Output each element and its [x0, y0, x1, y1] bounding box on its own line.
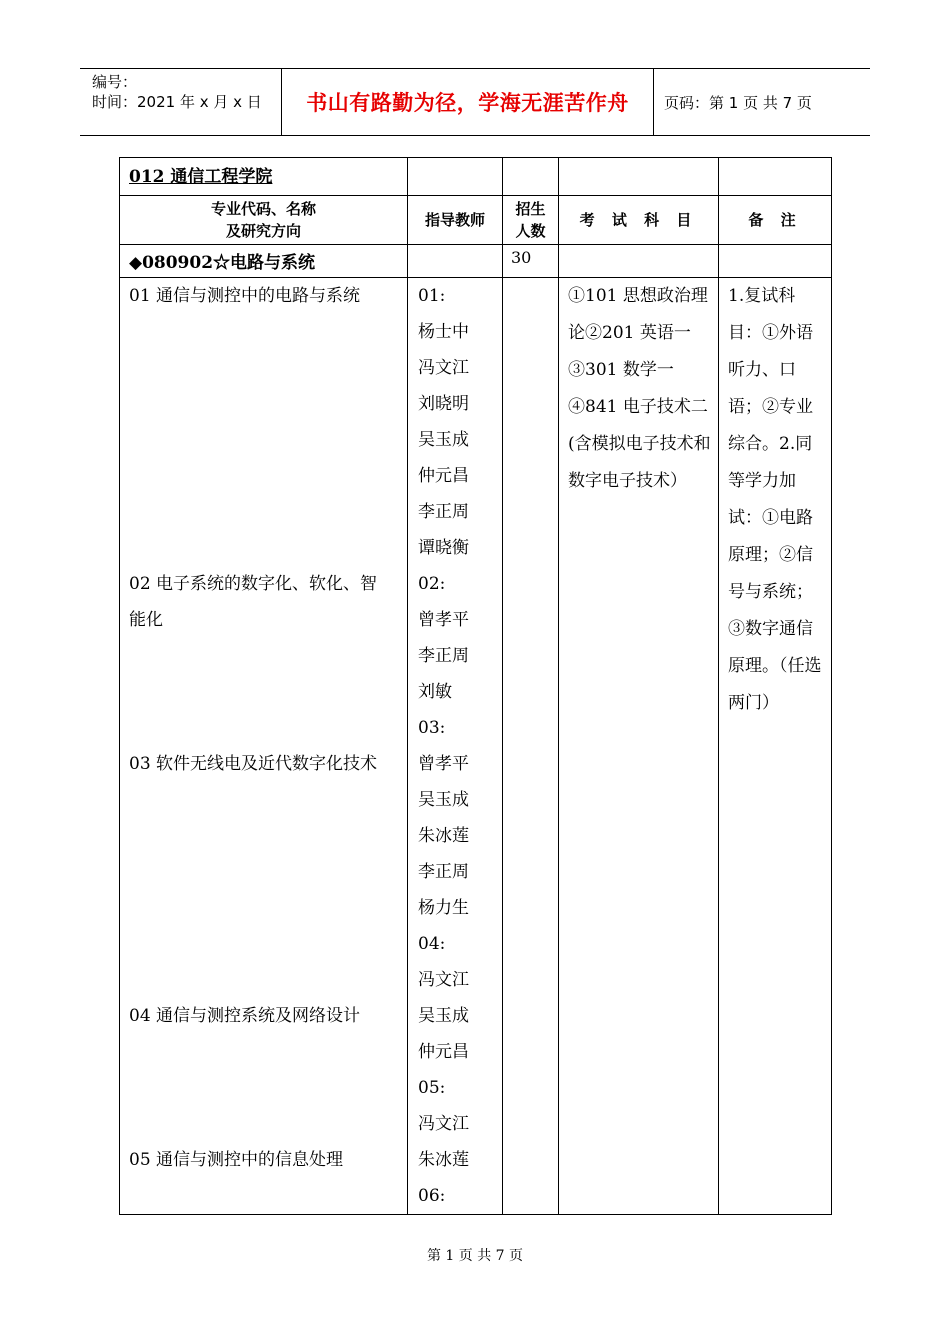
direction-item: 02 电子系统的数字化、软化、智能化: [129, 574, 378, 630]
quota-cell: [503, 278, 559, 1215]
advisor-item: 04:: [418, 934, 446, 954]
advisor-item: 朱冰莲: [418, 826, 469, 846]
advisor-item: 02:: [418, 574, 446, 594]
advisor-item: 仲元昌: [418, 466, 469, 486]
advisor-item: 01:: [418, 286, 446, 306]
advisor-item: 曾孝平: [418, 754, 469, 774]
advisor-item: 03:: [418, 718, 446, 738]
advisor-item: 李正周: [418, 862, 469, 882]
advisor-item: 冯文江: [418, 970, 469, 990]
col-header-quota: 招生 人数: [503, 196, 559, 245]
major-row: [120, 245, 832, 278]
page-footer: 第 1 页 共 7 页: [426, 1248, 524, 1264]
major-name: ◆080902☆电路与系统: [120, 245, 408, 278]
advisor-item: 吴玉成: [418, 790, 469, 810]
advisors-cell: [408, 278, 503, 1215]
advisor-item: 朱冰莲: [418, 1150, 469, 1170]
admissions-table: [119, 157, 832, 1215]
advisor-item: 冯文江: [418, 1114, 469, 1134]
time-label: 时间：2021 年 x 月 x 日: [92, 93, 262, 111]
col-header-notes: 备 注: [719, 196, 832, 245]
directions-cell: [120, 278, 408, 1215]
advisor-item: 曾孝平: [418, 610, 469, 630]
advisor-item: 谭晓衡: [418, 538, 469, 558]
advisor-item: 杨力生: [418, 898, 469, 918]
advisor-item: 刘晓明: [418, 394, 469, 414]
direction-item: 05 通信与测控中的信息处理: [129, 1150, 344, 1170]
major-quota: 30: [503, 245, 559, 278]
number-label: 编号：: [92, 73, 138, 91]
detail-row: [120, 278, 832, 1215]
exams-cell: ①101 思想政治理论②201 英语一③301 数学一④841 电子技术二(含模拟电子技术和数字电子技术）: [559, 278, 719, 1215]
direction-item: 04 通信与测控系统及网络设计: [129, 1006, 361, 1026]
advisor-item: 仲元昌: [418, 1042, 469, 1062]
advisor-item: 05:: [418, 1078, 446, 1098]
col-header-exam: 考 试 科 目: [559, 196, 719, 245]
header-meta: [80, 69, 281, 135]
header-divider: [653, 69, 654, 135]
department-name: 012 通信工程学院: [120, 158, 408, 196]
direction-item: 03 软件无线电及近代数字化技术: [129, 754, 378, 774]
advisor-item: 李正周: [418, 646, 469, 666]
department-row: [120, 158, 832, 196]
advisor-item: 吴玉成: [418, 430, 469, 450]
advisor-item: 李正周: [418, 502, 469, 522]
advisor-item: 06:: [418, 1186, 446, 1206]
advisor-item: 杨士中: [418, 322, 469, 342]
col-header-major: 专业代码、名称 及研究方向: [120, 196, 408, 245]
direction-item: 01 通信与测控中的电路与系统: [129, 286, 361, 306]
notes-cell: 1.复试科目：①外语听力、口语；②专业综合。2.同等学力加试：①电路原理；②信号与系统；③数字通信原理。（任选两门）: [719, 278, 832, 1215]
advisor-item: 刘敏: [418, 682, 452, 702]
advisor-item: 冯文江: [418, 358, 469, 378]
header-motto: 书山有路勤为径，学海无涯苦作舟: [306, 91, 629, 115]
page-header: [80, 68, 870, 136]
header-row: [120, 196, 832, 245]
col-header-advisor: 指导教师: [408, 196, 503, 245]
advisor-item: 吴玉成: [418, 1006, 469, 1026]
header-page-info: 页码：第 1 页 共 7 页: [664, 93, 812, 112]
